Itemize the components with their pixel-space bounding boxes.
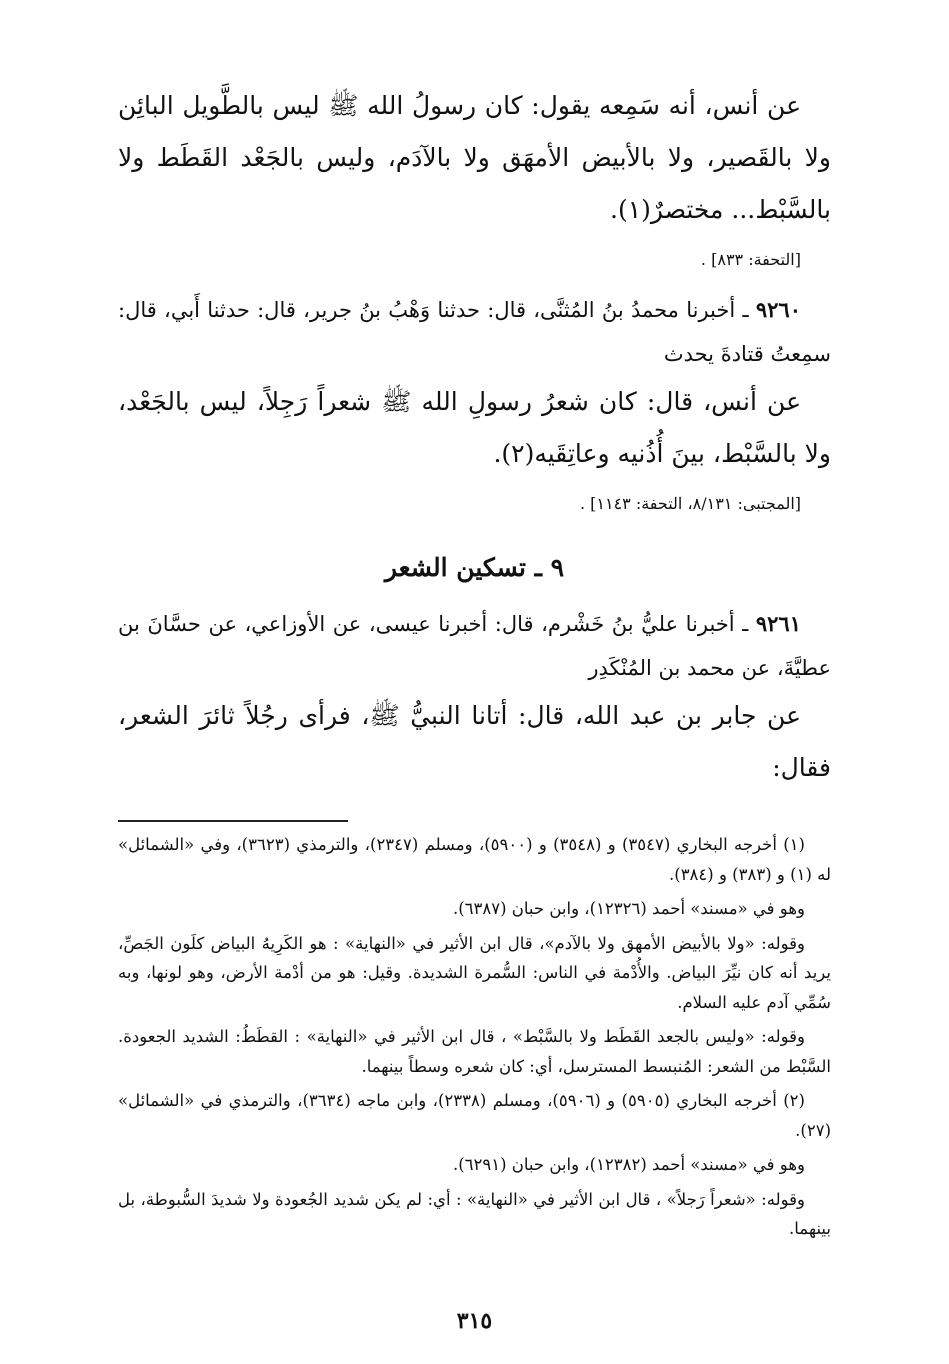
- hadith-number-9261: ٩٢٦١: [755, 611, 801, 636]
- footnote-1-gloss-qatat: وقوله: «وليس بالجعد القَطَط ولا بالسَّبْط» ، قال ابن الأثير في «النهاية» : القطَطُ: الشديد الجعودة. السَّبْط من الشعر: المُنبسط المسترسل، أي: كان شعره وسطاً بينهما.: [118, 1027, 831, 1076]
- footnote-2-gloss-rajil: وقوله: «شعراً رَجلاً» ، قال ابن الأثير في «النهاية» : أي: لم يكن شديد الجُعودة ولا شديدَ السُّبوطة، بل بينهما.: [118, 1189, 831, 1238]
- hadith-9261-matn: عن جابر بن عبد الله، قال: أتانا النبيُّ ﷺ، فرأى رجُلاً ثائرَ الشعر، فقال:: [118, 701, 831, 782]
- reference-2: [المجتبى: ٨/١٣١، التحفة: ١١٤٣] .: [579, 494, 801, 513]
- hadith-9260-isnad: [118, 288, 831, 376]
- footnote-1-musnad: وهو في «مسند» أحمد (١٢٣٢٦)، وابن حبان (٦٣٨٧).: [452, 899, 805, 918]
- hadith-9259-matn: عن أنس، أنه سَمِعه يقول: كان رسولُ الله ﷺ ليس بالطَّويل البائِن ولا بالقَصير، ولا بالأبيض الأمهَق ولا بالآدَم، وليس بالجَعْد القَطَط ولا بالسَّبْط... مختصرٌ(١).: [118, 91, 831, 224]
- footnote-2-musnad: وهو في «مسند» أحمد (١٢٣٨٢)، وابن حبان (٦٢٩١).: [452, 1155, 805, 1174]
- page-number: ٣١٥: [456, 1308, 493, 1334]
- footnote-1: (١) أخرجه البخاري (٣٥٤٧) و (٣٥٤٨) و (٥٩٠٠)، ومسلم (٢٣٤٧)، والترمذي (٣٦٢٣)، وفي «الشمائل» له (١) و (٣٨٣) و (٣٨٤).: [118, 835, 831, 884]
- isnad-text-9260: ـ أخبرنا محمدُ بنُ المُثنَّى، قال: حدثنا وَهْبُ بنُ جرير، قال: حدثنا أَبي، قال: سمِعتُ قتادةَ يحدث: [118, 298, 831, 366]
- page-body: [118, 80, 831, 1364]
- footnotes: [118, 830, 831, 1244]
- hadith-number-9260: ٩٢٦٠: [755, 297, 801, 322]
- footnote-separator: [118, 820, 831, 822]
- footnote-2: (٢) أخرجه البخاري (٥٩٠٥) و (٥٩٠٦)، ومسلم (٢٣٣٨)، وابن ماجه (٣٦٣٤)، والترمذي في «الشمائل» (٢٧).: [118, 1091, 831, 1140]
- reference-1: [التحفة: ٨٣٣] .: [700, 250, 801, 269]
- chapter-heading: ٩ ـ تسكين الشعر: [384, 553, 565, 582]
- hadith-9261-isnad: [118, 602, 831, 690]
- hadith-9260-matn: عن أنس، قال: كان شعرُ رسولِ الله ﷺ شعراً رَجِلاً، ليس بالجَعْد، ولا بالسَّبْط، بينَ أُذُنيه وعاتِقَيه(٢).: [118, 387, 831, 468]
- footnote-1-gloss-amhaq: وقوله: «ولا بالأبيض الأمهق ولا بالآدم»، قال ابن الأثير في «النهاية» : هو الكَرِيهُ البياض كلَون الجَصِّ، يريد أنه كان نيِّرَ البياض. والأُدْمة في الناس: السُّمرة الشديدة. وقيل: هو من أدْمة الأرض، وهو لونها، وبه سُمِّي آدم عليه السلام.: [118, 933, 831, 1012]
- isnad-text-9261: ـ أخبرنا عليُّ بنُ خَشْرم، قال: أخبرنا عيسى، عن الأوزاعي، عن حسَّانَ بن عطيَّةَ، عن محمد بن المُنْكَدِر: [118, 612, 831, 680]
